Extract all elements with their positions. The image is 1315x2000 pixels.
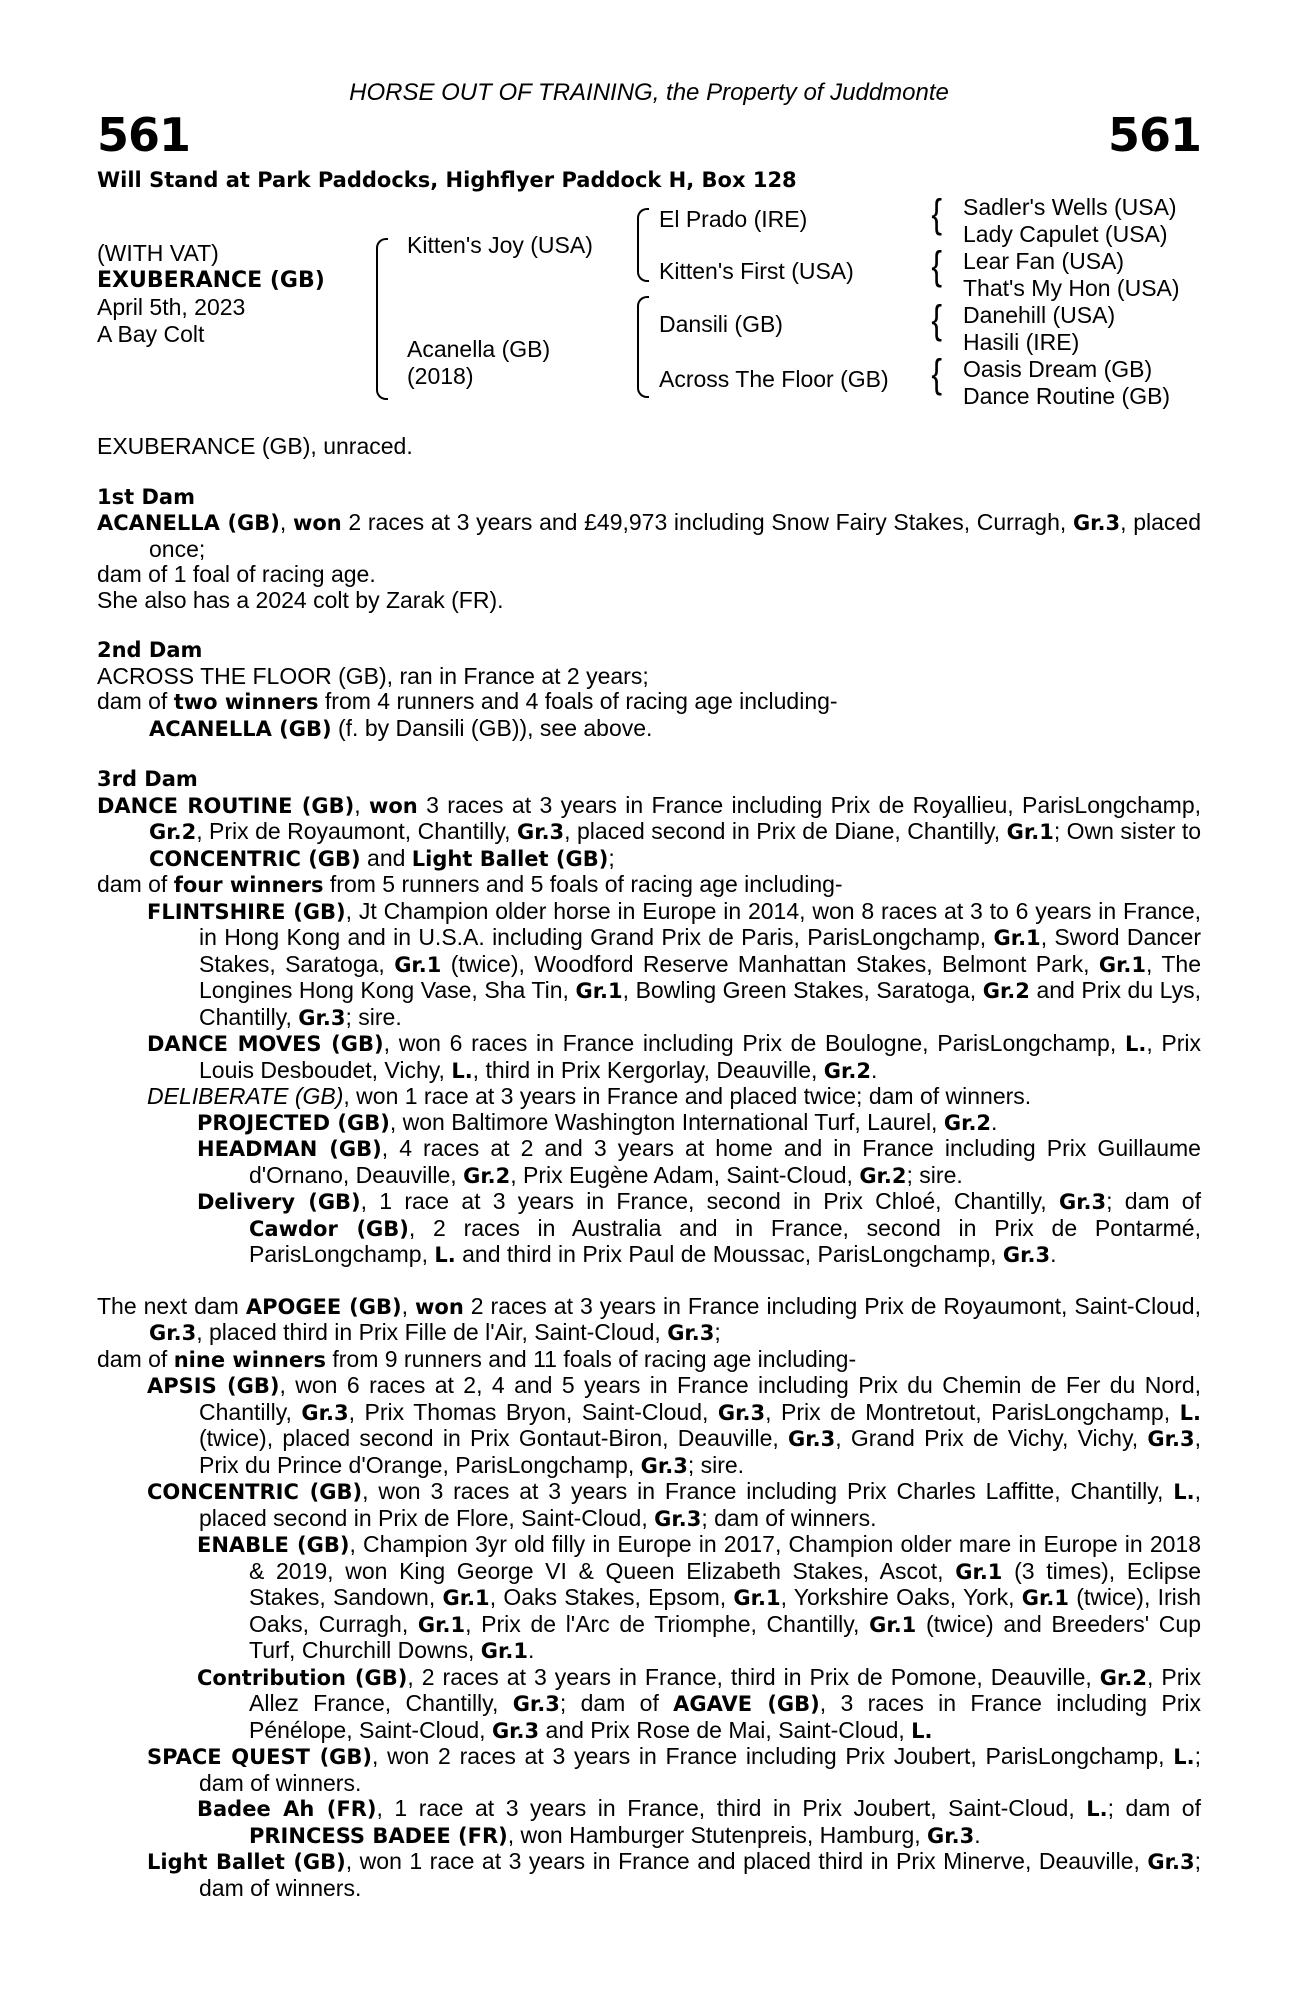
dam-dam-dam: Dance Routine (GB): [963, 383, 1171, 409]
concentric-c: ; dam of winners.: [701, 1504, 877, 1531]
concentric-name: CONCENTRIC (GB): [147, 1480, 363, 1504]
sire-sire: El Prado (IRE): [659, 206, 808, 232]
space-g1: L.: [1173, 1745, 1195, 1769]
sire-dam-dam: That's My Hon (USA): [963, 275, 1180, 301]
enable-g2: Gr.1: [442, 1586, 490, 1610]
second-dam-text-c: from 4 runners and 4 foals of racing age including-: [318, 688, 838, 714]
headman-a: , 4 races at 2 and 3 years at home and in France including Prix Guillaume d'Ornano, Deauville,: [249, 1135, 1201, 1188]
next-dam-record: [97, 1294, 1201, 1347]
pedigree-table: [97, 192, 1201, 409]
delib-name: DELIBERATE (GB): [147, 1083, 344, 1109]
contribution-a: , 2 races at 3 years in France, third in Prix de Pomone, Deauville,: [407, 1663, 1100, 1690]
third-dam-record: DANCE ROUTINE (GB), won 3 races at 3 years in France including Prix de Royallieu, ParisLongchamp, Gr.2, Prix de Royaumont, Chantilly, Gr.3, placed second in Prix de Diane, Chantilly, Gr.1; Own sister to CONCENTRIC (GB) and Light Ballet (GB);: [97, 791, 1202, 871]
delivery-a: , 1 race at 3 years in France, second in Prix Chloé, Chantilly,: [360, 1188, 1059, 1214]
t3-g3: Gr.1: [1006, 820, 1054, 844]
third-dam-heading: 3rd Dam: [97, 767, 198, 791]
progeny-contribution: [97, 1665, 1201, 1745]
moves-g2: L.: [451, 1058, 473, 1083]
delivery-c: , 2 races in Australia and in France, second in Prix de Pontarmé, ParisLongchamp,: [249, 1214, 1201, 1267]
nd-b: 2 races at 3 years in France including Prix de Royaumont, Saint-Cloud,: [463, 1292, 1201, 1319]
nd-name: APOGEE (GB): [245, 1294, 402, 1319]
badee-g1: L.: [1086, 1797, 1108, 1821]
concentric-b: , placed second in Prix de Flore, Saint-Cloud,: [199, 1478, 1201, 1531]
concentric-g2: Gr.3: [654, 1506, 702, 1531]
t3-dam-a: dam of: [97, 871, 174, 897]
delivery-b: ; dam of: [1106, 1188, 1201, 1214]
third-dam-produce: [97, 872, 1201, 899]
space-name: SPACE QUEST (GB): [147, 1745, 373, 1769]
horse-name: EXUBERANCE (GB): [97, 268, 325, 293]
moves-a: , won 6 races in France including Prix de Boulogne, ParisLongchamp,: [383, 1030, 1125, 1056]
enable-e: (twice), Irish Oaks, Curragh,: [249, 1584, 1202, 1637]
acanella-note: (f. by Dansili (GB)), see above.: [331, 714, 653, 741]
lot-number-left: 561: [97, 108, 191, 162]
lot-row: [97, 108, 1201, 164]
apsis-f: , Prix du Prince d'Orange, ParisLongchamp,: [199, 1425, 1201, 1478]
t3-s1: CONCENTRIC (GB): [149, 846, 361, 871]
sire-dam-sire: Lear Fan (USA): [963, 248, 1125, 274]
progeny-apsis: [97, 1373, 1201, 1479]
first-dam-won: won: [292, 511, 342, 535]
progeny-flintshire: [97, 899, 1201, 1032]
t3-s2: Light Ballet (GB): [411, 846, 609, 871]
badee-d: .: [974, 1821, 981, 1848]
t3-t1: 3 races at 3 years in France including Prix de Royallieu, ParisLongchamp,: [417, 791, 1201, 818]
nd-d: ;: [714, 1319, 721, 1345]
t3-g2: Gr.3: [516, 820, 565, 844]
progeny-enable: [97, 1532, 1201, 1665]
headman-g1: Gr.2: [463, 1163, 511, 1188]
apsis-g3: L.: [1179, 1400, 1201, 1425]
delib-a: , won 1 race at 3 years in France and placed twice; dam of winners.: [343, 1083, 1032, 1109]
contribution-s1: AGAVE (GB): [673, 1692, 820, 1716]
t3-dam-c: from 5 runners and 5 foals of racing age including-: [323, 871, 843, 897]
enable-c: , Oaks Stakes, Epsom,: [489, 1584, 734, 1610]
delivery-g2: L.: [434, 1243, 456, 1267]
moves-b: , Prix Louis Desboudet, Vichy,: [199, 1030, 1202, 1083]
flint-c: (twice), Woodford Reserve Manhattan Stakes, Belmont Park,: [441, 950, 1099, 977]
headman-b: , Prix Eugène Adam, Saint-Cloud,: [510, 1161, 860, 1188]
delivery-g3: Gr.3: [1002, 1243, 1051, 1267]
progeny-space-quest: [97, 1744, 1201, 1796]
contribution-g1: Gr.2: [1099, 1665, 1147, 1690]
apsis-g1: Gr.3: [301, 1400, 349, 1425]
badee-a: , 1 race at 3 years in France, third in Prix Joubert, Saint-Cloud,: [376, 1795, 1087, 1821]
sire-dam: Kitten's First (USA): [659, 258, 854, 284]
third-dam-won: won: [368, 793, 418, 818]
enable-g6: Gr.1: [869, 1612, 917, 1637]
sire-sire-sire: Sadler's Wells (USA): [963, 194, 1177, 220]
brace-1: {: [931, 192, 943, 236]
flint-e: , Bowling Green Stakes, Saratoga,: [622, 977, 983, 1003]
projected-name: PROJECTED (GB): [197, 1110, 390, 1135]
bracket-dam: [637, 296, 649, 398]
sire: Kitten's Joy (USA): [407, 232, 593, 258]
catalogue-page: [97, 78, 1201, 1901]
moves-d: .: [870, 1056, 878, 1083]
second-dam-produce: [97, 689, 1201, 716]
nd-dam-b: nine winners: [173, 1347, 326, 1372]
flint-g3: Gr.1: [1098, 952, 1147, 977]
brace-4: {: [931, 352, 943, 396]
apsis-c: , Prix de Montretout, ParisLongchamp,: [765, 1398, 1180, 1425]
third-dam-name: DANCE ROUTINE (GB): [97, 793, 355, 818]
second-dam-progeny: [97, 716, 1201, 743]
progeny-badee-ah: [97, 1796, 1201, 1849]
enable-g1: Gr.1: [955, 1559, 1003, 1584]
enable-g3: Gr.1: [733, 1586, 781, 1610]
nd-won: won: [415, 1294, 464, 1319]
second-dam-text-a: dam of: [97, 688, 174, 714]
progeny-deliberate: [97, 1084, 1201, 1110]
t3-t3: , placed second in Prix de Diane, Chantilly,: [564, 818, 1007, 844]
flint-a: , Jt Champion older horse in Europe in 2014, won 8 races at 3 to 6 years in France, in Hong Kong and in U.S.A. including Grand Prix de Paris, ParisLongchamp,: [199, 897, 1201, 950]
nd-g2: Gr.3: [667, 1321, 715, 1345]
moves-name: DANCE MOVES (GB): [147, 1032, 384, 1056]
moves-g1: L.: [1124, 1032, 1147, 1056]
enable-g4: Gr.1: [1021, 1586, 1069, 1610]
apsis-g: ; sire.: [687, 1451, 745, 1478]
brace-3: {: [931, 298, 943, 342]
delivery-d: and third in Prix Paul de Moussac, ParisLongchamp,: [455, 1241, 1003, 1267]
headman-name: HEADMAN (GB): [197, 1137, 382, 1161]
dam-year: (2018): [407, 363, 474, 389]
t3-t4: ; Own sister to: [1053, 818, 1202, 844]
dam: Acanella (GB): [407, 336, 551, 362]
enable-h: .: [527, 1637, 535, 1663]
contribution-d: , 3 races in France including Prix Pénélope, Saint-Cloud,: [249, 1690, 1202, 1743]
t3-g1: Gr.2: [149, 820, 197, 844]
enable-name: ENABLE (GB): [197, 1533, 350, 1557]
projected-a: , won Baltimore Washington International Turf, Laurel,: [389, 1108, 944, 1135]
dam-dam-sire: Oasis Dream (GB): [963, 356, 1153, 382]
flint-name: FLINTSHIRE (GB): [147, 899, 346, 924]
catalogue-text: [97, 404, 1201, 1901]
delivery-e: .: [1050, 1241, 1057, 1267]
light-b: ; dam of winners.: [199, 1848, 1201, 1901]
projected-g1: Gr.2: [943, 1110, 992, 1135]
headman-g2: Gr.2: [859, 1163, 907, 1188]
t3-t2: , Prix de Royaumont, Chantilly,: [196, 818, 517, 844]
badee-b: ; dam of: [1107, 1795, 1201, 1821]
badee-s1: PRINCESS BADEE (FR): [249, 1823, 508, 1848]
flint-b: , Sword Dancer Stakes, Saratoga,: [199, 924, 1201, 977]
headman-c: ; sire.: [906, 1161, 963, 1188]
bracket-sire: [637, 208, 649, 282]
dam-sire-sire: Danehill (USA): [963, 302, 1116, 328]
consignor-line: HORSE OUT OF TRAINING, the Property of Juddmonte: [349, 79, 949, 106]
horse-sex: A Bay Colt: [97, 321, 205, 347]
progeny-concentric: [97, 1479, 1201, 1532]
progeny-light-ballet: [97, 1849, 1201, 1901]
contribution-e: and Prix Rose de Mai, Saint-Cloud,: [539, 1716, 912, 1743]
nd-sp: ,: [401, 1292, 415, 1319]
enable-f: , Prix de l'Arc de Triomphe, Chantilly,: [465, 1610, 870, 1637]
flint-g6: Gr.3: [298, 1005, 346, 1030]
apsis-g6: Gr.3: [640, 1453, 688, 1478]
moves-g3: Gr.2: [823, 1058, 871, 1083]
t3-dam-b: four winners: [173, 873, 324, 897]
second-dam-winners: two winners: [173, 690, 319, 714]
apsis-name: APSIS (GB): [147, 1374, 280, 1398]
first-dam-heading: 1st Dam: [97, 484, 195, 509]
summary-line: EXUBERANCE (GB), unraced.: [97, 433, 413, 459]
apsis-e: , Grand Prix de Vichy, Vichy,: [835, 1425, 1148, 1451]
dam-dam: Across The Floor (GB): [659, 366, 889, 392]
contribution-c: ; dam of: [559, 1690, 674, 1716]
enable-g: (twice) and Breeders' Cup Turf, Churchill Downs,: [249, 1610, 1201, 1663]
flint-g4: Gr.1: [575, 979, 623, 1003]
nd-a: The next dam: [97, 1292, 246, 1319]
apsis-g4: Gr.3: [788, 1427, 836, 1451]
progeny-headman: [97, 1136, 1201, 1189]
t3-t5: and: [360, 844, 412, 871]
moves-c: , third in Prix Kergorlay, Deauville,: [472, 1056, 824, 1083]
bracket-horse: [376, 238, 388, 400]
apsis-b: , Prix Thomas Bryon, Saint-Cloud,: [348, 1398, 718, 1425]
flint-f: and Prix du Lys, Chantilly,: [199, 977, 1201, 1030]
contribution-b: , Prix Allez France, Chantilly,: [249, 1663, 1201, 1716]
badee-c: , won Hamburger Stutenpreis, Hamburg,: [507, 1821, 928, 1848]
first-dam-2024: She also has a 2024 colt by Zarak (FR).: [97, 586, 504, 613]
projected-b: .: [991, 1108, 998, 1135]
contribution-g4: L.: [911, 1718, 933, 1743]
progeny-delivery: [97, 1189, 1201, 1269]
light-g1: Gr.3: [1147, 1850, 1195, 1874]
dam-sire: Dansili (GB): [659, 311, 783, 337]
apsis-g2: Gr.3: [717, 1400, 766, 1425]
badee-g2: Gr.3: [927, 1823, 975, 1848]
first-dam-text-1: 2 races at 3 years and £49,973 including Snow Fairy Stakes, Curragh,: [341, 509, 1073, 535]
concentric-g1: L.: [1173, 1480, 1195, 1504]
enable-g7: Gr.1: [480, 1639, 528, 1663]
concentric-a: , won 3 races at 3 years in France including Prix Charles Laffitte, Chantilly,: [362, 1478, 1174, 1504]
enable-d: , Yorkshire Oaks, York,: [780, 1584, 1022, 1610]
t3-t6: ;: [608, 844, 615, 871]
light-a: , won 1 race at 3 years in France and placed third in Prix Minerve, Deauville,: [345, 1848, 1148, 1874]
lot-number-right: 561: [1107, 108, 1201, 162]
vat-note: (WITH VAT): [97, 240, 219, 266]
progeny-dance-moves: [97, 1031, 1201, 1084]
first-dam-record: ACANELLA (GB), won 2 races at 3 years and £49,973 including Snow Fairy Stakes, Curragh, Gr.3, placed once;: [97, 509, 1201, 562]
flint-d: , The Longines Hong Kong Vase, Sha Tin,: [199, 950, 1202, 1003]
badee-name: Badee Ah (FR): [197, 1797, 377, 1821]
apsis-d: (twice), placed second in Prix Gontaut-Biron, Deauville,: [199, 1425, 789, 1451]
nd-c: , placed third in Prix Fille de l'Air, Saint-Cloud,: [196, 1319, 668, 1345]
flint-g1: Gr.1: [993, 926, 1041, 950]
apsis-g5: Gr.3: [1147, 1427, 1195, 1451]
flint-g: ; sire.: [345, 1003, 402, 1030]
enable-b: (3 times), Eclipse Stakes, Sandown,: [249, 1557, 1202, 1610]
first-dam-grade: Gr.3: [1072, 511, 1121, 535]
first-dam-text-2: , placed once;: [149, 509, 1201, 562]
second-dam-heading: 2nd Dam: [97, 638, 203, 662]
delivery-g1: Gr.3: [1058, 1190, 1107, 1214]
dam-sire-dam: Hasili (IRE): [963, 329, 1080, 355]
stand-location: Will Stand at Park Paddocks, Highflyer Paddock H, Box 128: [97, 168, 797, 192]
nd-g1: Gr.3: [149, 1321, 197, 1345]
next-dam-produce: [97, 1347, 1201, 1374]
horse-block: [97, 240, 325, 348]
delivery-name: Delivery (GB): [197, 1190, 361, 1214]
enable-a: , Champion 3yr old filly in Europe in 2017, Champion older mare in Europe in 2018 & 2019, won King George VI & Queen Elizabeth Stakes, Ascot,: [249, 1531, 1202, 1584]
second-dam-record: ACROSS THE FLOOR (GB), ran in France at 2 years;: [97, 662, 649, 689]
contribution-g3: Gr.3: [491, 1718, 540, 1743]
apsis-a: , won 6 races at 2, 4 and 5 years in France including Prix du Chemin de Fer du Nord, Chantilly,: [199, 1372, 1201, 1425]
acanella-name: ACANELLA (GB): [149, 716, 332, 741]
flint-g5: Gr.2: [982, 979, 1030, 1003]
contribution-name: Contribution (GB): [197, 1665, 408, 1690]
sire-sire-dam: Lady Capulet (USA): [963, 221, 1168, 247]
space-a: , won 2 races at 3 years in France including Prix Joubert, ParisLongchamp,: [372, 1743, 1174, 1769]
light-name: Light Ballet (GB): [147, 1850, 346, 1874]
delivery-s1: Cawdor (GB): [249, 1216, 409, 1241]
nd-dam-a: dam of: [97, 1345, 174, 1372]
progeny-projected: [97, 1110, 1201, 1137]
first-dam-name: ACANELLA (GB): [97, 511, 280, 535]
brace-2: {: [931, 244, 943, 288]
enable-g5: Gr.1: [417, 1612, 466, 1637]
nd-dam-c: from 9 runners and 11 foals of racing age including-: [325, 1345, 857, 1372]
flint-g2: Gr.1: [394, 952, 442, 977]
horse-dob: April 5th, 2023: [97, 294, 246, 320]
contribution-g2: Gr.3: [512, 1692, 560, 1716]
first-dam-foals: dam of 1 foal of racing age.: [97, 561, 376, 587]
space-b: ; dam of winners.: [199, 1743, 1201, 1796]
